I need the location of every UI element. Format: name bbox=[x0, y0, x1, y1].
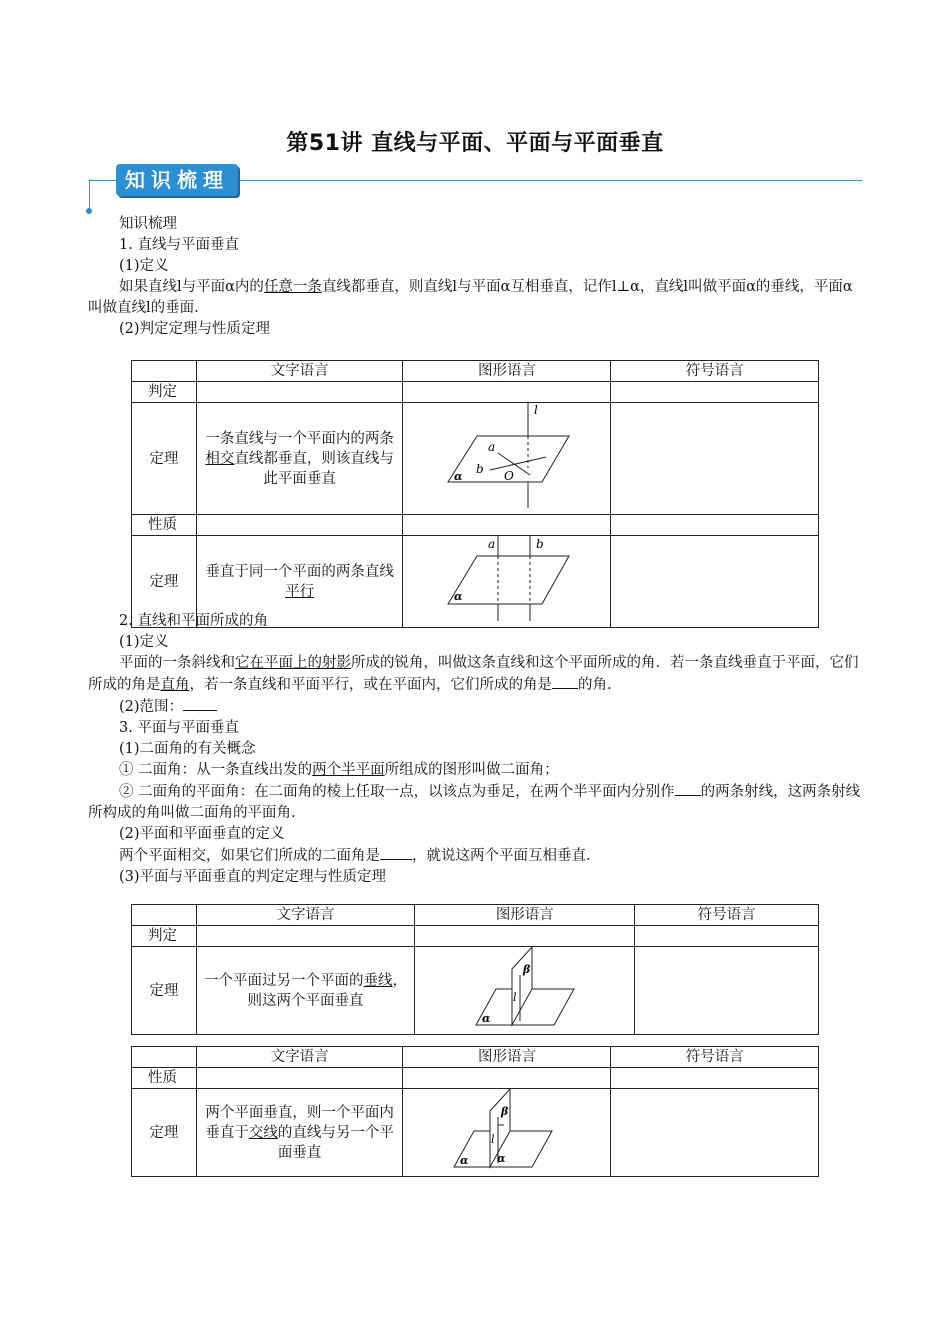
blank bbox=[183, 696, 217, 711]
table2-theorem-label: 定理 bbox=[132, 947, 197, 1035]
table3-empty bbox=[403, 1068, 611, 1089]
table-plane-plane-judge bbox=[131, 904, 819, 1035]
label-b: b bbox=[535, 537, 544, 551]
label-alpha-left: α bbox=[459, 1154, 469, 1167]
table1-empty bbox=[611, 382, 819, 403]
table2-underline: 垂线 bbox=[363, 972, 393, 989]
table1-empty bbox=[611, 515, 819, 536]
s3-sub3: (3)平面与平面垂直的判定定理与性质定理 bbox=[119, 869, 387, 885]
table2-header-text: 文字语言 bbox=[196, 905, 415, 926]
s2-range: (2)范围： bbox=[88, 696, 864, 718]
s3-sub1: (1)二面角的有关概念 bbox=[119, 741, 256, 757]
table2-symbol bbox=[635, 947, 819, 1035]
s2-underline-projection: 它在平面上的射影 bbox=[235, 655, 351, 671]
s1-definition bbox=[88, 277, 864, 319]
label-alpha: α bbox=[481, 1012, 491, 1025]
label-beta: β bbox=[500, 1105, 509, 1118]
table2-header-symbol: 符号语言 bbox=[635, 905, 819, 926]
table2-header-figure: 图形语言 bbox=[415, 905, 635, 926]
table1-row-prop: 性质 bbox=[132, 515, 197, 536]
table1-prop-text: 垂直于同一个平面的两条直线平行 bbox=[196, 536, 403, 628]
table1-row-judge: 判定 bbox=[132, 382, 197, 403]
s1-heading: 1. 直线与平面垂直 bbox=[119, 237, 239, 253]
s1-def-heading: (1)定义 bbox=[119, 258, 169, 274]
table1-empty bbox=[196, 515, 403, 536]
table1-empty bbox=[403, 382, 611, 403]
s3-heading: 3. 平面与平面垂直 bbox=[119, 720, 239, 736]
table1-theorem-label: 定理 bbox=[132, 403, 197, 515]
s2-definition: 平面的一条斜线和它在平面上的射影所成的锐角，叫做这条直线和这个平面所成的角．若一条直线垂直于平面，它们所成的角是直角，若一条直线和平面平行，或在平面内，它们所成的角是 的角. bbox=[88, 655, 859, 693]
table3-row-prop: 性质 bbox=[132, 1068, 197, 1089]
table1-header-text: 文字语言 bbox=[196, 361, 403, 382]
label-beta: β bbox=[522, 963, 531, 976]
table3-symbol bbox=[611, 1089, 819, 1177]
table2-corner bbox=[132, 905, 197, 926]
banner-rule bbox=[234, 180, 862, 181]
s1-def-text-2: 直线都垂直，则直线l与平面α互相垂直，记作l⊥α，直线l叫做平面α的垂线，平面α叫做直线l的垂面. bbox=[88, 279, 853, 316]
banner-rule-left bbox=[89, 180, 119, 181]
table1-prop-underline: 平行 bbox=[285, 583, 315, 600]
section-2-3 bbox=[88, 611, 864, 888]
table1-empty bbox=[403, 515, 611, 536]
label-alpha-right: α bbox=[496, 1152, 506, 1165]
plane-perp-prop-figure bbox=[404, 1089, 610, 1170]
table1-judge-figure-cell bbox=[403, 403, 611, 515]
section-1 bbox=[88, 214, 864, 340]
table2-empty bbox=[415, 926, 635, 947]
table2-empty bbox=[635, 926, 819, 947]
table1-judge-symbol bbox=[611, 403, 819, 515]
s3-item1: ① 二面角：从一条直线出发的两个半平面所组成的图形叫做二面角； bbox=[119, 762, 559, 778]
section-heading: 知识梳理 bbox=[119, 216, 177, 232]
label-l: l bbox=[533, 403, 538, 417]
table1-judge-underline: 相交 bbox=[205, 450, 235, 467]
table3-text: 两个平面垂直，则一个平面内垂直于交线的直线与另一个平面垂直 bbox=[196, 1089, 403, 1177]
label-alpha: α bbox=[453, 470, 463, 483]
table1-judge-text: 一条直线与一个平面内的两条相交直线都垂直，则该直线与此平面垂直 bbox=[196, 403, 403, 515]
table1-corner bbox=[132, 361, 197, 382]
blank bbox=[675, 781, 701, 796]
table1-empty bbox=[196, 382, 403, 403]
table1-header-figure: 图形语言 bbox=[403, 361, 611, 382]
table3-figure-cell bbox=[403, 1089, 611, 1177]
label-b: b bbox=[475, 462, 484, 476]
s2-underline-right-angle: 直角 bbox=[160, 677, 190, 693]
label-a: a bbox=[487, 537, 496, 551]
table3-header-symbol: 符号语言 bbox=[611, 1047, 819, 1068]
blank bbox=[380, 845, 412, 860]
label-a: a bbox=[487, 440, 496, 454]
table3-underline: 交线 bbox=[248, 1124, 278, 1141]
table2-row-judge: 判定 bbox=[132, 926, 197, 947]
label-l: l bbox=[512, 991, 517, 1004]
s3-underline-half-planes: 两个半平面 bbox=[312, 762, 385, 778]
table1-header-symbol: 符号语言 bbox=[611, 361, 819, 382]
s3-sub2: (2)平面和平面垂直的定义 bbox=[119, 826, 285, 842]
s2-heading: 2. 直线和平面所成的角 bbox=[119, 613, 268, 629]
label-l: l bbox=[490, 1133, 495, 1146]
table3-header-text: 文字语言 bbox=[196, 1047, 403, 1068]
s1-thm-heading: (2)判定定理与性质定理 bbox=[119, 321, 271, 337]
table3-header-figure: 图形语言 bbox=[403, 1047, 611, 1068]
s2-def-heading: (1)定义 bbox=[119, 634, 169, 650]
plane-perp-judge-figure bbox=[416, 947, 634, 1028]
section-banner bbox=[86, 160, 866, 216]
table2-figure-cell bbox=[415, 947, 635, 1035]
figure-bg bbox=[446, 536, 570, 621]
table3-theorem-label: 定理 bbox=[132, 1089, 197, 1177]
s3-definition: 两个平面相交，如果它们所成的二面角是 ，就说这两个平面互相垂直. bbox=[88, 845, 864, 867]
line-perp-plane-figure bbox=[404, 403, 610, 508]
table2-text: 一个平面过另一个平面的垂线，则这两个平面垂直 bbox=[196, 947, 415, 1035]
parallel-lines-figure bbox=[404, 536, 610, 621]
table3-empty bbox=[196, 1068, 403, 1089]
banner-rule-vertical bbox=[89, 180, 90, 210]
table3-corner bbox=[132, 1047, 197, 1068]
table-plane-plane-prop bbox=[131, 1046, 819, 1177]
label-alpha: α bbox=[453, 590, 463, 603]
table2-empty bbox=[196, 926, 415, 947]
s1-def-underline: 任意一条 bbox=[263, 279, 322, 295]
page-title: 第51讲 直线与平面、平面与平面垂直 bbox=[286, 131, 664, 156]
table-line-plane bbox=[131, 360, 819, 628]
s3-item2: ② 二面角的平面角：在二面角的棱上任取一点，以该点为垂足，在两个半平面内分别作 的两条射线，这两条射线所构成的角叫做二面角的平面角. bbox=[88, 781, 864, 824]
table3-empty bbox=[611, 1068, 819, 1089]
banner-badge: 知识梳理 bbox=[116, 164, 238, 196]
table1-theorem-label: 定理 bbox=[132, 536, 197, 628]
s1-def-text-1: 如果直线l与平面α内的 bbox=[119, 279, 264, 295]
label-o: O bbox=[503, 469, 514, 483]
blank bbox=[552, 674, 578, 689]
